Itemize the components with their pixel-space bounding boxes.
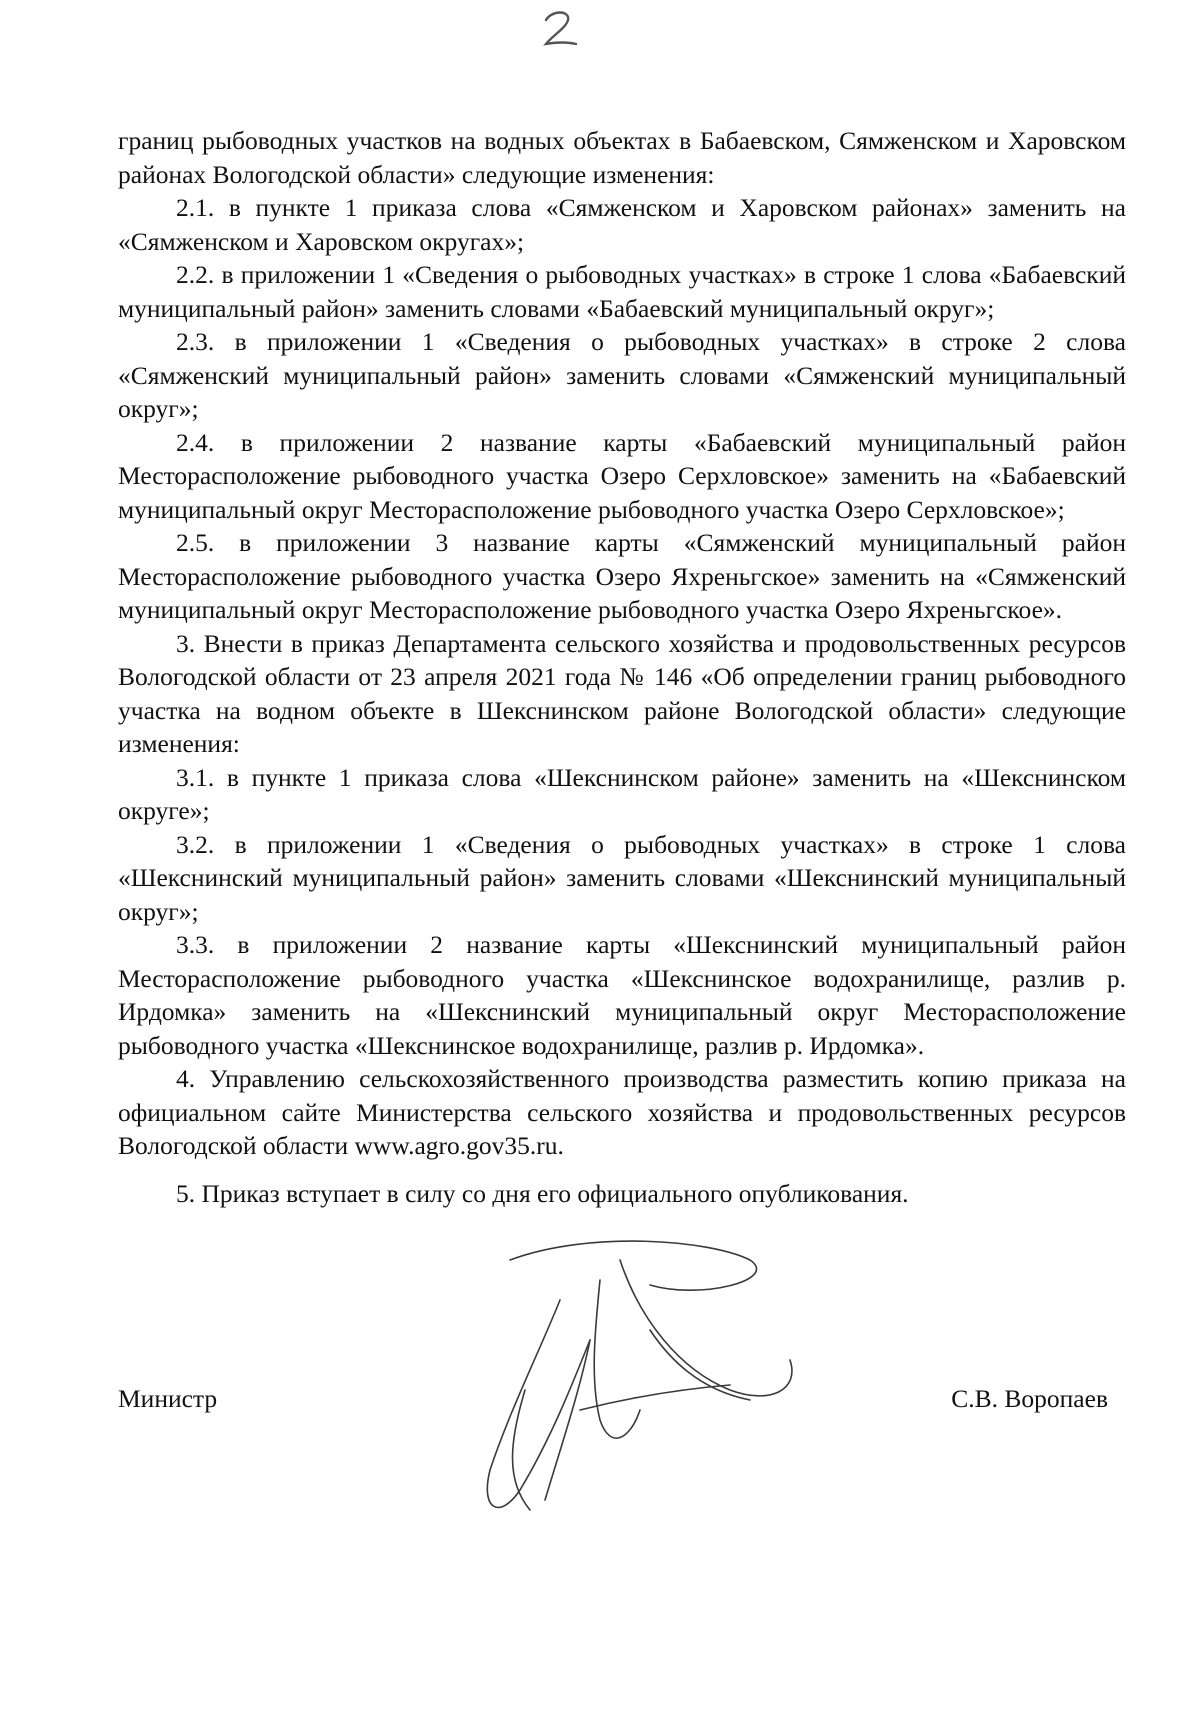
handwritten-page-number xyxy=(532,6,592,50)
paragraph-continuation: границ рыбоводных участков на водных объектах в Бабаевском, Сямженском и Харовском районах Вологодской области» следующие изменения: xyxy=(118,126,1126,189)
paragraph-2-5: 2.5. в приложении 3 название карты «Сямженский муниципальный район Месторасположение рыбоводного участка Озеро Яхреньгское» заменить на «Сямженский муниципальный округ Месторасположение рыбоводного участка Озеро Яхреньгское». xyxy=(118,528,1126,624)
handwritten-signature xyxy=(450,1240,830,1540)
paragraph-3: 3. Внести в приказ Департамента сельского хозяйства и продовольственных ресурсов Вологодской области от 23 апреля 2021 года № 146 «Об определении границ рыбоводного участка на водном объекте в Шекснинском районе Вологодской области» следующие изменения: xyxy=(118,628,1126,758)
paragraph-2-4: 2.4. в приложении 2 название карты «Бабаевский муниципальный район Месторасположение рыбоводного участка Озеро Серхловское» заменить на «Бабаевский муниципальный округ Месторасположение рыбоводного участка Озеро Серхловское»; xyxy=(118,427,1126,524)
paragraph-3-2: 3.2. в приложении 1 «Сведения о рыбоводных участках» в строке 1 слова «Шекснинский муниципальный район» заменить словами «Шекснинский муниципальный округ»; xyxy=(118,829,1126,926)
document-body xyxy=(118,124,1126,1210)
signatory-name: С.В. Воропаев xyxy=(951,1384,1108,1413)
paragraph-4: 4. Управлению сельскохозяйственного производства разместить копию приказа на официальном сайте Министерства сельского хозяйства и продовольственных ресурсов Вологодской области www.agro.gov35.ru. xyxy=(118,1064,1126,1160)
position-label: Министр xyxy=(118,1384,218,1413)
paragraph-2-3: 2.3. в приложении 1 «Сведения о рыбоводных участках» в строке 2 слова «Сямженский муниципальный район» заменить словами «Сямженский муниципальный округ»; xyxy=(118,327,1126,423)
paragraph-2-1: 2.1. в пункте 1 приказа слова «Сямженском и Харовском районах» заменить на «Сямженском и Харовском округах»; xyxy=(118,193,1126,256)
paragraph-3-3: 3.3. в приложении 2 название карты «Шекснинский муниципальный район Месторасположение рыбоводного участка «Шекснинское водохранилище, разлив р. Ирдомка» заменить на «Шекснинский муниципальный округ Месторасположение рыбоводного участка «Шекснинское водохранилище, разлив р. Ирдомка». xyxy=(118,930,1126,1060)
paragraph-2-2: 2.2. в приложении 1 «Сведения о рыбоводных участках» в строке 1 слова «Бабаевский муниципальный район» заменить словами «Бабаевский муниципальный округ»; xyxy=(118,260,1126,323)
paragraph-5: 5. Приказ вступает в силу со дня его официального опубликования. xyxy=(176,1178,909,1208)
paragraph-3-1: 3.1. в пункте 1 приказа слова «Шекснинском районе» заменить на «Шекснинском округе»; xyxy=(118,762,1126,825)
